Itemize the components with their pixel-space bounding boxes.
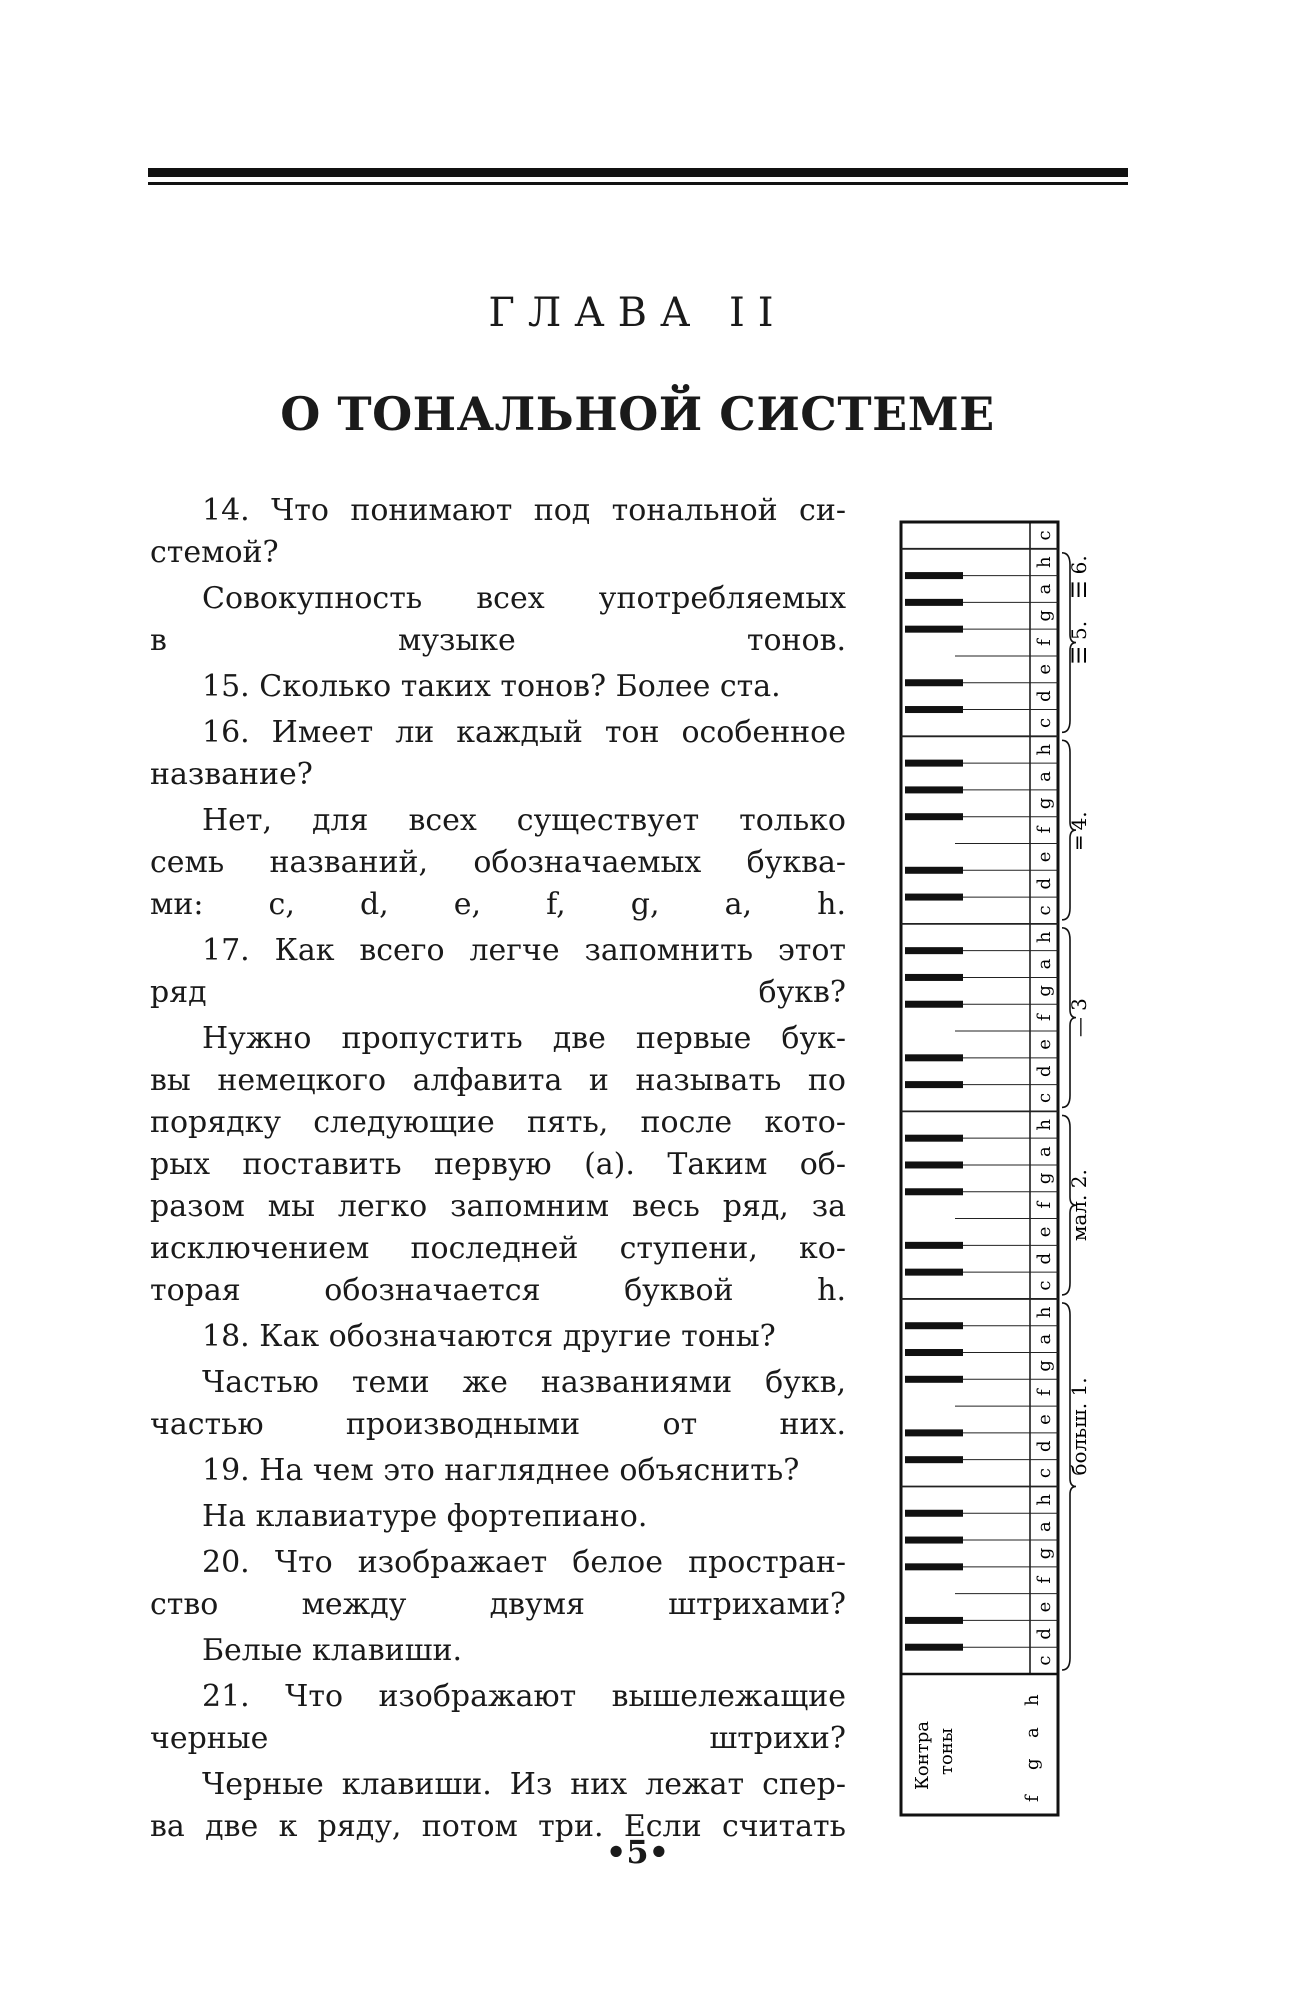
note-label: c xyxy=(1034,905,1055,916)
black-key xyxy=(905,974,963,981)
contra-note-label: f xyxy=(1022,1795,1043,1802)
note-label: f xyxy=(1034,639,1055,646)
paragraph xyxy=(150,1450,846,1492)
note-label: d xyxy=(1034,1065,1055,1077)
octave-label: ☰ 5. xyxy=(1067,620,1091,665)
note-label: g xyxy=(1034,797,1055,810)
contra-note-label: a xyxy=(1022,1727,1043,1738)
paragraph xyxy=(150,712,846,796)
paragraph xyxy=(150,1542,846,1626)
text-line: 21. Что изображают вышележащие xyxy=(202,1679,846,1714)
octave-brace xyxy=(1062,1303,1076,1670)
text-line: Совокупность всех употребляемых xyxy=(202,581,846,616)
black-key xyxy=(905,1081,963,1088)
note-label: e xyxy=(1034,1414,1055,1425)
text-line: 18. Как обозначаются другие тоны? xyxy=(202,1319,776,1354)
note-label: c xyxy=(1034,1468,1055,1479)
note-label: f xyxy=(1034,1014,1055,1021)
text-line: порядку следующие пять, после кото- xyxy=(150,1105,846,1140)
note-label: d xyxy=(1034,1252,1055,1265)
black-key xyxy=(905,599,963,606)
octave-label: ═ 4. xyxy=(1067,811,1091,849)
black-key xyxy=(905,1242,963,1249)
black-key xyxy=(905,1322,963,1329)
paragraph xyxy=(150,578,846,662)
paragraph xyxy=(150,930,846,1014)
note-label: c xyxy=(1034,717,1055,728)
note-label: e xyxy=(1034,664,1055,675)
black-key xyxy=(905,572,963,579)
text-line: 16. Имеет ли каждый тон особенное xyxy=(202,715,846,750)
text-line: частью производными от них. xyxy=(150,1407,846,1442)
text-line: 20. Что изображает белое простран- xyxy=(202,1545,846,1580)
black-key xyxy=(905,1429,963,1436)
black-key xyxy=(905,1510,963,1517)
paragraph xyxy=(150,1630,846,1672)
text-line: 17. Как всего легче запомнить этот xyxy=(202,933,846,968)
note-label: c xyxy=(1034,1655,1055,1666)
text-line: разом мы легко запомним весь ряд, за xyxy=(150,1189,846,1224)
note-label: c xyxy=(1034,1092,1055,1104)
paragraph xyxy=(150,666,846,708)
note-label: h xyxy=(1034,1494,1055,1506)
header-rule-thick xyxy=(148,168,1128,177)
note-label: a xyxy=(1034,958,1055,970)
text-line: стемой? xyxy=(150,535,279,570)
black-key xyxy=(905,1269,963,1276)
note-label: d xyxy=(1034,1628,1055,1640)
text-line: Черные клавиши. Из них лежат спер- xyxy=(202,1767,846,1802)
text-line: в музыке тонов. xyxy=(150,623,846,658)
black-key xyxy=(905,1188,963,1195)
text-line: семь названий, обозначаемых буква- xyxy=(150,845,846,880)
text-line: исключением последней ступени, ко- xyxy=(150,1231,846,1266)
paragraph xyxy=(150,1316,846,1358)
black-key xyxy=(905,679,963,686)
text-line: Частью теми же названиями букв, xyxy=(202,1365,846,1400)
contra-note-label: h xyxy=(1022,1694,1043,1706)
note-label: a xyxy=(1034,1146,1055,1157)
chapter-title: О ТОНАЛЬНОЙ СИСТЕМЕ xyxy=(280,387,995,441)
note-label: e xyxy=(1034,1601,1055,1613)
note-label: c xyxy=(1034,1280,1055,1291)
note-label: g xyxy=(1034,985,1055,997)
octave-label: мал. 2. xyxy=(1067,1169,1091,1242)
note-label: g xyxy=(1034,1172,1055,1185)
header-rule-thin xyxy=(148,182,1128,185)
note-label: g xyxy=(1034,610,1055,622)
black-key xyxy=(905,760,963,767)
octave-label: больш. 1. xyxy=(1067,1377,1091,1476)
text-line: Нет, для всех существует только xyxy=(202,803,846,838)
paragraph xyxy=(150,1496,846,1538)
black-key xyxy=(905,1563,963,1570)
note-label: a xyxy=(1034,1521,1055,1533)
page-number: •5• xyxy=(605,1833,670,1871)
text-line: 15. Сколько таких тонов? Более ста. xyxy=(202,669,781,704)
black-key xyxy=(905,894,963,901)
black-key xyxy=(905,1456,963,1463)
text-line: черные штрихи? xyxy=(150,1721,846,1756)
black-key xyxy=(905,786,963,793)
black-key xyxy=(905,1644,963,1651)
text-line: торая обозначается буквой h. xyxy=(150,1273,846,1308)
text-line: вы немецкого алфавита и называть по xyxy=(150,1063,846,1098)
note-label: f xyxy=(1034,1389,1055,1397)
paragraph xyxy=(150,800,846,926)
note-label: e xyxy=(1034,851,1055,863)
black-key xyxy=(905,626,963,633)
contra-label-line2: тоны xyxy=(936,1727,957,1775)
black-key xyxy=(905,706,963,713)
note-label: e xyxy=(1034,1226,1055,1238)
piano-keyboard-diagram xyxy=(898,520,1091,1820)
text-line: Нужно пропустить две первые бук- xyxy=(202,1021,846,1056)
note-label: g xyxy=(1034,1547,1055,1560)
black-key xyxy=(905,1349,963,1356)
black-key xyxy=(905,1161,963,1168)
note-label: f xyxy=(1034,826,1055,834)
black-key xyxy=(905,1001,963,1008)
paragraph xyxy=(150,1018,846,1312)
note-label: d xyxy=(1034,690,1055,702)
text-line: название? xyxy=(150,757,313,792)
black-key xyxy=(905,1135,963,1142)
black-key xyxy=(905,1054,963,1061)
note-label: h xyxy=(1034,1306,1055,1319)
note-label: a xyxy=(1034,1333,1055,1345)
note-label: h xyxy=(1034,931,1055,944)
note-label: f xyxy=(1034,1576,1055,1584)
octave-label: — 3 xyxy=(1067,998,1091,1038)
black-key xyxy=(905,947,963,954)
text-line: Белые клавиши. xyxy=(202,1633,463,1668)
body-text xyxy=(150,490,846,1852)
black-key xyxy=(905,867,963,874)
text-line: ми: c, d, e, f, g, a, h. xyxy=(150,887,846,922)
note-label: h xyxy=(1034,1118,1055,1131)
note-label: c xyxy=(1034,530,1055,541)
text-line: рых поставить первую (а). Таким об- xyxy=(150,1147,846,1182)
note-label: h xyxy=(1034,556,1055,568)
paragraph xyxy=(150,1362,846,1446)
black-key xyxy=(905,813,963,820)
black-key xyxy=(905,1376,963,1383)
black-key xyxy=(905,1537,963,1544)
note-label: h xyxy=(1034,743,1055,756)
note-label: d xyxy=(1034,1440,1055,1453)
paragraph xyxy=(150,490,846,574)
black-key xyxy=(905,1617,963,1624)
octave-label: ☰ 6. xyxy=(1067,555,1091,599)
note-label: d xyxy=(1034,877,1055,890)
contra-label-line1: Контра xyxy=(912,1721,933,1790)
text-line: ство между двумя штрихами? xyxy=(150,1587,846,1622)
chapter-heading: ГЛАВА II xyxy=(488,290,787,336)
contra-note-label: g xyxy=(1022,1758,1043,1770)
text-line: ряд букв? xyxy=(150,975,846,1010)
text-line: На клавиатуре фортепиано. xyxy=(202,1499,648,1534)
note-label: g xyxy=(1034,1360,1055,1372)
paragraph xyxy=(150,1676,846,1760)
text-line: 14. Что понимают под тональной си- xyxy=(202,493,846,528)
note-label: a xyxy=(1034,583,1055,595)
text-line: 19. На чем это нагляднее объяснить? xyxy=(202,1453,800,1488)
note-label: f xyxy=(1034,1201,1055,1209)
note-label: a xyxy=(1034,771,1055,782)
note-label: e xyxy=(1034,1039,1055,1050)
text-line: ва две к ряду, потом три. Если считать xyxy=(150,1809,846,1844)
